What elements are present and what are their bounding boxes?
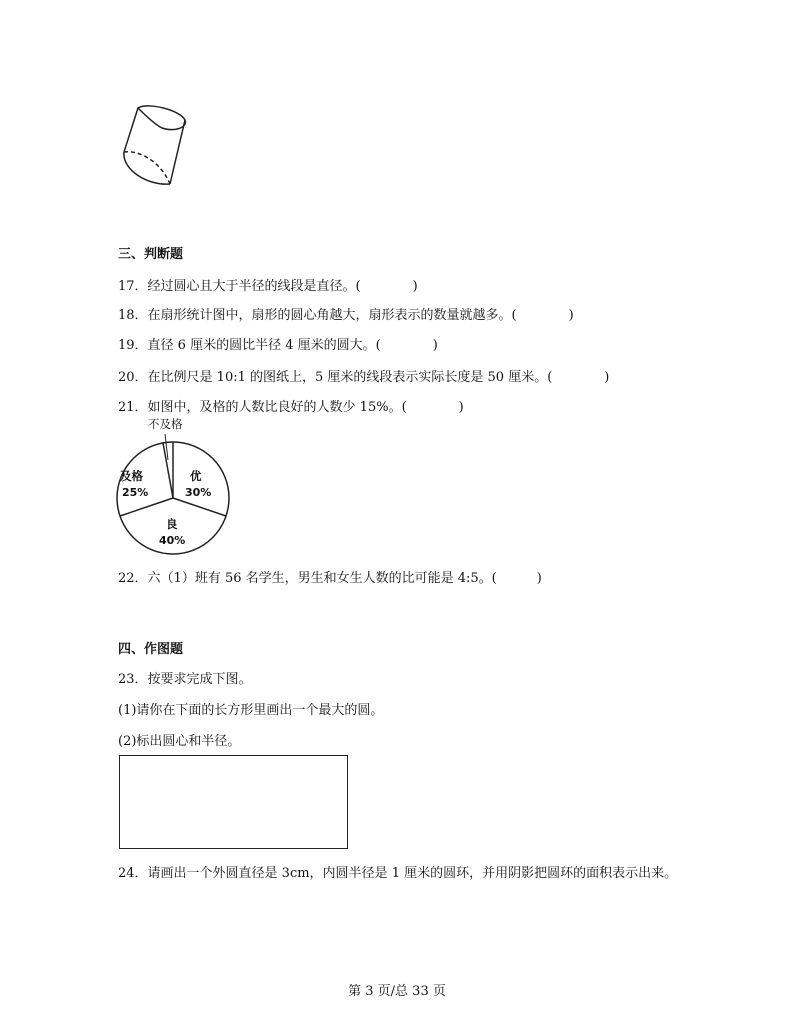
pie-callout-label: 不及格 <box>148 417 183 431</box>
question-number: 24． <box>118 866 148 881</box>
question-20 <box>118 366 609 385</box>
question-22 <box>118 567 542 586</box>
section-3-title: 三、判断题 <box>118 247 184 262</box>
cylinder-top-ellipse <box>138 106 185 130</box>
answer-paren-close: ) <box>412 279 418 294</box>
pie-slice-label-liang: 良 <box>166 517 178 531</box>
pie-chart-figure <box>112 414 237 556</box>
question-number: 20． <box>118 370 148 385</box>
question-23 <box>118 668 252 687</box>
question-17 <box>118 275 418 294</box>
pie-divider-bottom-left <box>120 498 173 516</box>
answer-paren-close: ) <box>604 370 610 385</box>
question-24 <box>118 862 677 881</box>
pie-slice-label-you: 优 <box>190 469 202 483</box>
pie-slice-pct-you: 30% <box>185 486 212 499</box>
pie-slice-label-jige: 及格 <box>120 469 143 483</box>
pie-slice-pct-jige: 25% <box>122 486 149 499</box>
question-23-sub-2: (2)标出圆心和半径。 <box>118 734 241 749</box>
question-text: 六（1）班有 56 名学生，男生和女生人数的比可能是 4:5。( <box>147 571 497 586</box>
cylinder-left-edge <box>124 108 138 152</box>
question-19 <box>118 334 438 353</box>
question-number: 23． <box>118 672 148 687</box>
question-text: 请画出一个外圆直径是 3cm，内圆半径是 1 厘米的圆环，并用阴影把圆环的面积表示出来。 <box>147 866 678 881</box>
question-text: 如图中，及格的人数比良好的人数少 15%。( <box>147 400 407 415</box>
cylinder-figure <box>118 100 190 190</box>
answer-paren-close: ) <box>536 571 542 586</box>
question-text: 直径 6 厘米的圆比半径 4 厘米的圆大。( <box>147 338 381 353</box>
question-number: 21． <box>118 400 148 415</box>
question-number: 19． <box>118 338 148 353</box>
question-21 <box>118 396 464 415</box>
answer-paren-close: ) <box>458 400 464 415</box>
question-number: 18． <box>118 308 148 323</box>
question-text: 在比例尺是 10:1 的图纸上，5 厘米的线段表示实际长度是 50 厘米。( <box>147 370 553 385</box>
question-text: 按要求完成下图。 <box>147 672 252 687</box>
question-number: 22． <box>118 571 148 586</box>
drawing-rectangle <box>119 755 348 849</box>
pie-divider-right <box>173 498 226 516</box>
pie-divider-upper-left <box>163 443 173 498</box>
answer-paren-close: ) <box>432 338 438 353</box>
cylinder-bottom-back <box>124 152 170 184</box>
question-18 <box>118 304 574 323</box>
section-4-title: 四、作图题 <box>118 642 184 657</box>
question-text: 在扇形统计图中，扇形的圆心角越大，扇形表示的数量就越多。( <box>147 308 517 323</box>
answer-paren-close: ) <box>568 308 574 323</box>
page-footer: 第 3 页/总 33 页 <box>348 984 446 999</box>
question-23-sub-1: (1)请你在下面的长方形里画出一个最大的圆。 <box>118 703 384 718</box>
question-number: 17． <box>118 279 148 294</box>
pie-slice-pct-liang: 40% <box>159 534 186 547</box>
question-text: 经过圆心且大于半径的线段是直径。( <box>147 279 361 294</box>
